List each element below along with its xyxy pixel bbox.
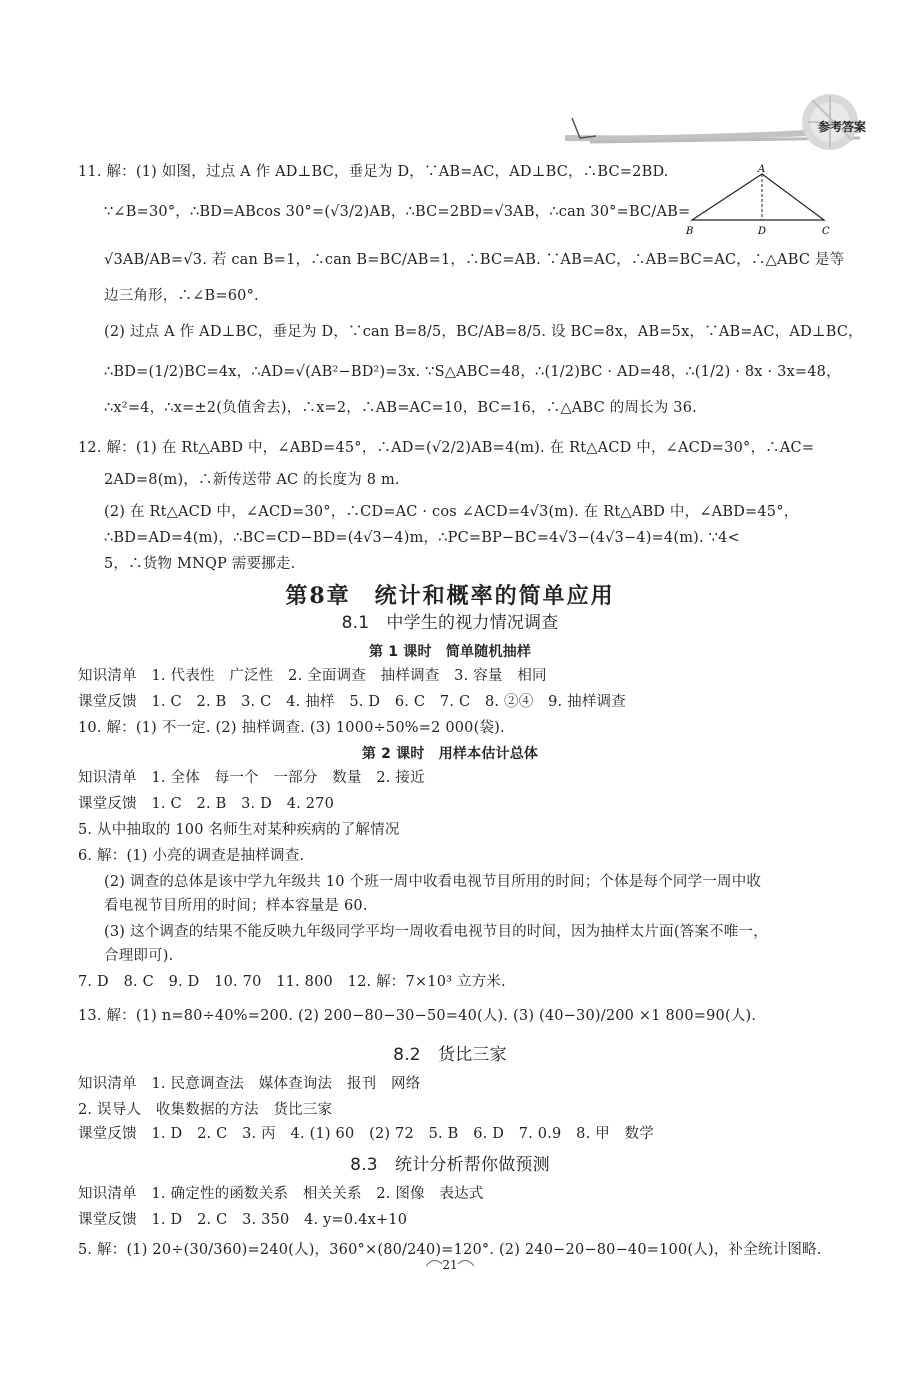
q11-line-6: ∴BD=(1/2)BC=4x，∴AD=√(AB²−BD²)=3x. ∵S△ABC=48，∴(1/2)BC · AD=48，∴(1/2) · 8x · 3x=48， (104, 364, 841, 380)
q12-line-2: 2AD=8(m)，∴新传送带 AC 的长度为 8 m. (104, 472, 400, 488)
lesson-1-title: 第 1 课时 简单随机抽样 (368, 644, 532, 660)
section-8-3-q5: 5. 解：(1) 20÷(30/360)=240(人)，360°×(80/240)=120°. (2) 240−20−80−40=100(人)，补全统计图略. (78, 1242, 822, 1258)
section-8-3-title: 8.3 统计分析帮你做预测 (350, 1155, 550, 1175)
q12-line-4: ∴BD=AD=4(m)，∴BC=CD−BD=(4√3−4)m，∴PC=BP−BC=4√3−(4√3−4)=4(m). ∵4< (104, 530, 740, 546)
lesson-2-q6-1: 6. 解：(1) 小亮的调查是抽样调查. (78, 848, 305, 864)
q11-line-7: ∴x²=4，∴x=±2(负值舍去)，∴x=2，∴AB=AC=10，BC=16，∴△ABC 的周长为 36. (104, 400, 697, 416)
section-8-2-knowledge-1: 知识清单 1. 民意调查法 媒体查询法 报刊 网络 (78, 1076, 421, 1092)
lesson-2-q6-2: (2) 调查的总体是该中学九年级共 10 个班一周中收看电视节目所用的时间；个体是每个同学一周中收 (104, 874, 762, 890)
lesson-1-feedback: 课堂反馈 1. C 2. B 3. C 4. 抽样 5. D 6. C 7. C 8. ②④ 9. 抽样调查 (78, 694, 626, 710)
lesson-2-feedback: 课堂反馈 1. C 2. B 3. D 4. 270 (78, 796, 335, 812)
q12-line-5: 5，∴货物 MNQP 需要挪走. (104, 556, 296, 572)
lesson-2-q6-4: (3) 这个调查的结果不能反映九年级同学平均一周收看电视节目的时间，因为抽样太片面(答案不唯一， (104, 924, 768, 940)
q11-line-4: 边三角形，∴∠B=60°. (104, 288, 259, 304)
section-8-3-feedback: 课堂反馈 1. D 2. C 3. 350 4. y=0.4x+10 (78, 1212, 408, 1228)
lesson-1-q10: 10. 解：(1) 不一定. (2) 抽样调查. (3) 1000÷50%=2 000(袋). (78, 720, 505, 736)
lesson-2-q6-5: 合理即可). (104, 948, 174, 964)
section-8-2-title: 8.2 货比三家 (393, 1045, 507, 1065)
header-tag: 参考答案 (818, 120, 867, 134)
section-8-3-knowledge: 知识清单 1. 确定性的函数关系 相关关系 2. 图像 表达式 (78, 1186, 484, 1202)
q12-line-1: 12. 解：(1) 在 Rt△ABD 中，∠ABD=45°，∴AD=(√2/2)AB=4(m). 在 Rt△ACD 中，∠ACD=30°，∴AC= (78, 440, 815, 456)
lesson-2-title: 第 2 课时 用样本估计总体 (361, 746, 539, 762)
q11-line-2: ∵∠B=30°，∴BD=ABcos 30°=(√3/2)AB，∴BC=2BD=√3AB，∴can 30°=BC/AB= (104, 204, 691, 220)
page-number: 21 (442, 1258, 458, 1272)
section-8-2-knowledge-2: 2. 误导人 收集数据的方法 货比三家 (78, 1102, 333, 1118)
figure-label-c: C (822, 226, 830, 237)
chapter-title: 第8章 统计和概率的简单应用 (285, 583, 615, 609)
header-ornament (0, 0, 900, 160)
q11-line-3: √3AB/AB=√3. 若 can B=1，∴can B=BC/AB=1，∴BC=AB. ∵AB=AC，∴AB=BC=AC，∴△ABC 是等 (104, 252, 845, 268)
lesson-2-q6-3: 看电视节目所用的时间；样本容量是 60. (104, 898, 368, 914)
q11-line-5: (2) 过点 A 作 AD⊥BC，垂足为 D，∵can B=8/5，BC/AB=8/5. 设 BC=8x，AB=5x，∵AB=AC，AD⊥BC， (104, 324, 863, 340)
q12-line-3: (2) 在 Rt△ACD 中，∠ACD=30°，∴CD=AC · cos ∠ACD=4√3(m). 在 Rt△ABD 中，∠ABD=45°， (104, 504, 799, 520)
lesson-2-q5: 5. 从中抽取的 100 名师生对某种疾病的了解情况 (78, 822, 400, 838)
lesson-1-knowledge: 知识清单 1. 代表性 广泛性 2. 全面调查 抽样调查 3. 容量 相同 (78, 668, 547, 684)
figure-label-a: A (758, 164, 766, 175)
figure-label-d: D (758, 226, 767, 237)
triangle-figure (684, 162, 844, 242)
lesson-2-q13: 13. 解：(1) n=80÷40%=200. (2) 200−80−30−50=40(人). (3) (40−30)/200 ×1 800=90(人). (78, 1008, 757, 1024)
lesson-2-knowledge: 知识清单 1. 全体 每一个 一部分 数量 2. 接近 (78, 770, 425, 786)
lesson-2-q7-12: 7. D 8. C 9. D 10. 70 11. 800 12. 解：7×10³ 立方米. (78, 974, 506, 990)
section-8-1-title: 8.1 中学生的视力情况调查 (341, 613, 559, 633)
figure-label-b: B (686, 226, 694, 237)
q11-line-1: 11. 解：(1) 如图，过点 A 作 AD⊥BC，垂足为 D，∵AB=AC，AD⊥BC，∴BC=2BD. (78, 164, 669, 180)
section-8-2-feedback: 课堂反馈 1. D 2. C 3. 丙 4. (1) 60 (2) 72 5. B 6. D 7. 0.9 8. 甲 数学 (78, 1126, 655, 1142)
